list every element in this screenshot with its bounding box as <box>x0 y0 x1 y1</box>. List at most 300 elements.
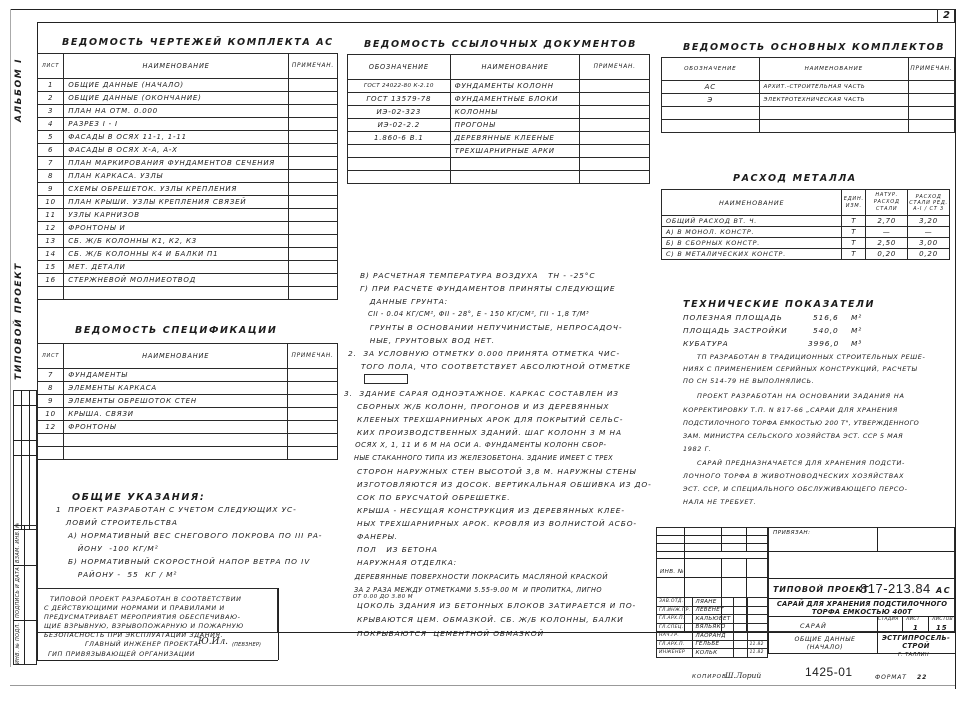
main-sets-title: ВЕДОМОСТЬ ОСНОВНЫХ КОМПЛЕКТОВ <box>683 42 946 53</box>
table-row <box>348 132 650 145</box>
tech-para-line: САРАЙ ПРЕДНАЗНАЧАЕТСЯ ДЛЯ ХРАНЕНИЯ ПОДСТИ- <box>697 459 906 467</box>
tech-para-line: ТП РАЗРАБОТАН В ТРАДИЦИОННЫХ СТРОИТЕЛЬНЫХ РЕШЕ- <box>697 353 926 361</box>
note-line: НЫХ ТРЕХШАРНИРНЫХ АРОК. КРОВЛЯ ИЗ ВОЛНИСТОЙ АСБО- <box>344 519 637 528</box>
cell-name: ОБЩИЕ ДАННЫЕ (НАЧАЛО) <box>64 79 289 92</box>
cell-note <box>288 170 337 183</box>
cell-designation <box>348 158 451 171</box>
staff-role: ГЛ.АРХ.П. <box>657 640 693 649</box>
tech-para-line: ЭСТ. ССР, И СПЕЦИАЛЬНОГО ОБСЛУЖИВАЮЩЕГО ПЕРСО- <box>683 485 908 493</box>
drawing-id: 1425-01 <box>805 665 853 679</box>
table-row <box>348 80 650 93</box>
org-name: ЭСТГИПРОСЕЛЬ-СТРОЙ <box>881 634 951 650</box>
grid-h <box>656 535 768 536</box>
table-row <box>38 434 338 447</box>
side-label-album: АЛЬБОМ I <box>14 57 24 122</box>
cell-name: ОБЩИЙ РАСХОД ВТ. Ч. <box>662 216 842 227</box>
table-row <box>38 369 338 382</box>
compliance-box-right <box>278 588 279 660</box>
note-line: НЫЕ СТАКАННОГО ТИПА ИЗ ЖЕЛЕЗОБЕТОНА. ЗДАНИЕ ИМЕЕТ С ТРЕХ <box>344 454 614 462</box>
frame-bottom-outer <box>10 685 955 686</box>
cell-note <box>580 119 650 132</box>
bound-label: ПРИВЯЗАН: <box>773 530 811 536</box>
table-row <box>38 105 338 118</box>
tech-para-line: НАЛА НЕ ТРЕБУЕТ. <box>683 498 757 506</box>
inv-label-podpis: ПОДПИСЬ И ДАТА <box>15 567 21 618</box>
cell-sheet <box>38 287 64 300</box>
approval-row <box>657 598 768 607</box>
compliance-line: БЕЗОПАСНОСТЬ ПРИ ЭКСПЛУАТАЦИИ ЗДАНИЯ. <box>44 631 224 639</box>
cell-note <box>580 93 650 106</box>
table-header-row <box>662 58 955 81</box>
col-header: ОБОЗНАЧЕНИЕ <box>662 58 760 81</box>
note-line: ПОКРЫВАЮТСЯ ЦЕМЕНТНОЙ ОБМАЗКОЙ <box>344 629 545 638</box>
cell-name: ЭЛЕМЕНТЫ КАРКАСА <box>64 382 288 395</box>
col-header: ПРИМЕЧАН. <box>288 344 338 369</box>
cell-note <box>288 421 338 434</box>
staff-row <box>657 623 768 632</box>
drawings-list-title: ВЕДОМОСТЬ ЧЕРТЕЖЕЙ КОМПЛЕКТА АС <box>62 37 334 48</box>
cell-unit: Т <box>842 216 866 227</box>
staff-date: 11.82 <box>747 649 767 658</box>
general-note-line: ЛОВИЙ СТРОИТЕЛЬСТВА <box>56 518 178 527</box>
cell-name: ФУНДАМЕНТНЫЕ БЛОКИ <box>450 93 580 106</box>
table-row <box>38 287 338 300</box>
staff-date <box>747 598 767 607</box>
cell-name: ПЛАН КРЫШИ. УЗЛЫ КРЕПЛЕНИЯ СВЯЗЕЙ <box>64 196 289 209</box>
note-line: Г) ПРИ РАСЧЕТЕ ФУНДАМЕНТОВ ПРИНЯТЫ СЛЕДУЮЩИЕ <box>360 284 616 293</box>
cell-unit: Т <box>842 238 866 249</box>
grid-v <box>877 527 878 551</box>
staff-role: ИНЖЕНЕР <box>657 649 693 658</box>
side-label-project: ТИПОВОЙ ПРОЕКТ <box>14 262 24 380</box>
general-note-line: А) НОРМАТИВНЫЙ ВЕС СНЕГОВОГО ПОКРОВА ПО III РА- <box>68 531 323 540</box>
tech-value: 540,0 <box>813 326 839 335</box>
staff-name: ГЕЛЬБЕ <box>693 640 733 649</box>
cell-sheet: 3 <box>38 105 64 118</box>
cell-name: ПЛАН НА ОТМ. 0.000 <box>64 105 289 118</box>
inv-label-podl: ИНВ. № ПОДЛ. <box>15 622 21 664</box>
frame-top <box>10 9 955 10</box>
grid-h <box>656 577 768 578</box>
tech-value: 516,6 <box>813 313 839 322</box>
staff-row <box>657 632 768 641</box>
cell-note <box>288 235 337 248</box>
cell-name: СХЕМЫ ОБРЕШЕТОК. УЗЛЫ КРЕПЛЕНИЯ <box>64 183 289 196</box>
building-name: САРАЙ <box>800 622 827 630</box>
cell-sheet <box>38 447 64 460</box>
cell-note <box>288 434 338 447</box>
table-row <box>38 382 338 395</box>
cell-natural: 0,20 <box>866 249 908 260</box>
tech-unit: М³ <box>851 339 863 348</box>
cell-sheet: 8 <box>38 170 64 183</box>
grid-v <box>746 527 747 551</box>
staff-date <box>747 632 767 641</box>
drawings-list-table <box>37 53 338 300</box>
table-row <box>38 183 338 196</box>
compliance-line: С ДЕЙСТВУЮЩИМИ НОРМАМИ И ПРАВИЛАМИ И <box>44 604 225 612</box>
staff-role: ГЛ.АРХ.П. <box>657 615 693 624</box>
note-line: СОК ПО БРУСЧАТОЙ ОБРЕШЕТКЕ. <box>344 493 511 502</box>
note-line: КРЫВАЮТСЯ ЦЕМ. ОБМАЗКОЙ. СБ. Ж/Б КОЛОННЫ, БАЛКИ <box>344 615 624 624</box>
col-header: НАИМЕНОВАНИЕ <box>64 344 288 369</box>
ref-docs-title: ВЕДОМОСТЬ ССЫЛОЧНЫХ ДОКУМЕНТОВ <box>364 39 637 50</box>
copied-signature: Ш.Лорий <box>725 671 762 680</box>
cell-note <box>288 248 337 261</box>
cell-note <box>288 369 338 382</box>
general-note-line: Б) НОРМАТИВНЫЙ СКОРОСТНОЙ НАПОР ВЕТРА ПО IV <box>68 557 311 566</box>
table-row <box>38 421 338 434</box>
inventory-strip <box>13 390 37 530</box>
cell-sheet: 11 <box>38 209 64 222</box>
cell-name <box>759 107 908 120</box>
table-row <box>662 216 950 227</box>
cell-name: ПРОГОНЫ <box>450 119 580 132</box>
tech-label: ПЛОЩАДЬ ЗАСТРОЙКИ <box>683 326 788 335</box>
general-note-line: РАЙОНУ - 55 КГ / М² <box>68 570 178 579</box>
note-line: СII - 0.04 КГ/СМ², ΦII - 28°, Е - 150 КГ/СМ², ΓII - 1,8 Т/М³ <box>360 310 590 318</box>
chief-engineer-name: (ПЕВЗНЕР) <box>232 642 262 648</box>
staff-date <box>747 623 767 632</box>
cell-name <box>64 434 288 447</box>
cell-name: СТЕРЖНЕВОЙ МОЛНИЕОТВОД <box>64 274 289 287</box>
grid-h <box>768 551 955 552</box>
table-row <box>348 145 650 158</box>
strip-divider <box>13 440 37 441</box>
staff-name: ЛЯАНЕ <box>693 598 733 607</box>
note-line: СБОРНЫХ Ж/Б КОЛОНН, ПРОГОНОВ И ИЗ ДЕРЕВЯННЫХ <box>344 402 610 411</box>
cell-sheet: 2 <box>38 92 64 105</box>
note-line: НАРУЖНАЯ ОТДЕЛКА: <box>344 558 458 567</box>
cell-designation: АС <box>662 81 760 94</box>
inv-label-vzam: ВЗАМ. ИНВ. № <box>15 522 21 563</box>
note-line: 2. ЗА УСЛОВНУЮ ОТМЕТКУ 0.000 ПРИНЯТА ОТМЕТКА ЧИС- <box>348 349 621 358</box>
note-line: ЗА 2 РАЗА МЕЖДУ ОТМЕТКАМИ 5.55-9.00 М И ПРОПИТКА, ЛИГНО <box>344 586 602 594</box>
note-line: КИХ ПРОИЗВОДСТВЕННЫХ ЗДАНИЙ. ШАГ КОЛОНН 3 М НА <box>344 428 622 437</box>
staff-date <box>747 606 767 615</box>
cell-name: ФАСАДЫ В ОСЯХ 11-1, 1-11 <box>64 131 289 144</box>
cell-name: ПЛАН МАРКИРОВАНИЯ ФУНДАМЕНТОВ СЕЧЕНИЯ <box>64 157 289 170</box>
table-row <box>38 209 338 222</box>
note-line: ДАННЫЕ ГРУНТА: <box>360 297 449 306</box>
cell-note <box>288 92 337 105</box>
note-line: ОТ 0.00 ДО 3.80 М <box>344 594 413 600</box>
grid-v <box>928 616 929 632</box>
note-line: ЦОКОЛЬ ЗДАНИЯ ИЗ БЕТОННЫХ БЛОКОВ ЗАТИРАЕТСЯ И ПО- <box>344 601 637 610</box>
cell-designation <box>662 107 760 120</box>
cell-designation <box>348 145 451 158</box>
table-row <box>38 196 338 209</box>
col-header: ЛИСТ <box>38 54 64 79</box>
table-row <box>38 395 338 408</box>
format-value: 22 <box>917 674 928 681</box>
cell-note <box>288 395 338 408</box>
staff-signature <box>733 623 747 632</box>
cell-natural: 2,70 <box>866 216 908 227</box>
tech-label: ПОЛЕЗНАЯ ПЛОЩАДЬ <box>683 313 783 322</box>
tech-para-line: ПОДСТИЛОЧНОГО ТОРФА ЕМКОСТЬЮ 200 Т", УТВЕРЖДЕННОГО <box>683 419 920 427</box>
staff-role: ГЛ.ИНЖ.ПР. <box>657 606 693 615</box>
general-notes-title: ОБЩИЕ УКАЗАНИЯ: <box>72 492 206 503</box>
table-row <box>38 144 338 157</box>
table-row <box>662 227 950 238</box>
cell-note <box>288 131 337 144</box>
table-row <box>348 171 650 184</box>
cell-sheet: 14 <box>38 248 64 261</box>
cell-sheet: 13 <box>38 235 64 248</box>
cell-sheet: 8 <box>38 382 64 395</box>
cell-designation <box>348 171 451 184</box>
table-row <box>38 79 338 92</box>
cell-natural: 2,50 <box>866 238 908 249</box>
main-sets-table <box>661 57 955 133</box>
table-row <box>38 131 338 144</box>
cell-note <box>909 107 955 120</box>
cell-note <box>909 120 955 133</box>
general-note-line: 1 ПРОЕКТ РАЗРАБОТАН С УЧЕТОМ СЛЕДУЮЩИХ УС- <box>56 505 297 514</box>
cell-reduced: 0,20 <box>908 249 950 260</box>
note-line: ФАНЕРЫ. <box>344 532 398 541</box>
cell-name <box>64 287 289 300</box>
cell-name <box>759 120 908 133</box>
cell-sheet: 12 <box>38 421 64 434</box>
sheets-value: 15 <box>936 624 948 632</box>
grid-h <box>656 558 768 559</box>
cell-sheet: 10 <box>38 196 64 209</box>
absolute-elevation-field <box>364 374 408 384</box>
col-header: НАИМЕНОВАНИЕ <box>759 58 908 81</box>
table-row <box>662 238 950 249</box>
tech-para-line: ПО СН 514-79 НЕ ВЫПОЛНЯЛИСЬ. <box>683 377 815 385</box>
note-line: ДЕРЕВЯННЫЕ ПОВЕРХНОСТИ ПОКРАСИТЬ МАСЛЯНОЙ КРАСКОЙ <box>344 573 608 581</box>
cell-designation: ГОСТ 24022-80 К-2.10 <box>348 80 451 93</box>
staff-row <box>657 606 768 615</box>
grid-h <box>768 632 955 633</box>
staff-signature <box>733 632 747 641</box>
table-row <box>38 447 338 460</box>
compliance-line: ПРЕДУСМАТРИВАЕТ МЕРОПРИЯТИЯ ОБЕСПЕЧИВАЮ- <box>44 613 241 621</box>
col-header: ПРИМЕЧАН. <box>288 54 337 79</box>
frame-outer-left <box>10 9 11 667</box>
cell-note <box>909 81 955 94</box>
staff-role: НАЧ.ГР. <box>657 632 693 641</box>
cell-name: ДЕРЕВЯННЫЕ КЛЕЕНЫЕ <box>450 132 580 145</box>
tech-para-line: ЗАМ. МИНИСТРА СЕЛЬСКОГО ХОЗЯЙСТВА ЭСТ. ССР 5 МАЯ <box>683 432 904 440</box>
table-row <box>662 94 955 107</box>
cell-note <box>288 183 337 196</box>
cell-note <box>288 196 337 209</box>
strip-divider <box>24 525 25 665</box>
staff-row <box>657 640 768 649</box>
format-label: ФОРМАТ <box>875 674 907 681</box>
staff-role: ГЛ.СПЕЦ. <box>657 623 693 632</box>
cell-name <box>450 158 580 171</box>
sheet-number: 2 <box>943 10 952 21</box>
ref-docs-table <box>347 54 650 184</box>
note-line: 3. ЗДАНИЕ САРАЯ ОДНОЭТАЖНОЕ. КАРКАС СОСТАВЛЕН ИЗ <box>344 389 619 398</box>
staff-signature <box>733 640 747 649</box>
cell-sheet: 7 <box>38 369 64 382</box>
cell-note <box>288 79 337 92</box>
cell-name: МЕТ. ДЕТАЛИ <box>64 261 289 274</box>
cell-name: ФАСАДЫ В ОСЯХ Х-А, А-Х <box>64 144 289 157</box>
table-row <box>662 107 955 120</box>
cell-designation: ИЭ-02-2.2 <box>348 119 451 132</box>
chief-engineer-signature: Ю.Ил. <box>198 637 229 647</box>
cell-note <box>288 118 337 131</box>
cell-sheet <box>38 434 64 447</box>
compliance-line: ТИПОВОЙ ПРОЕКТ РАЗРАБОТАН В СООТВЕТСТВИИ <box>50 595 242 603</box>
cell-name <box>64 447 288 460</box>
tech-unit: М² <box>851 326 863 335</box>
cell-sheet: 1 <box>38 79 64 92</box>
grid-v <box>768 632 769 653</box>
tech-para-line: 1982 Г. <box>683 445 712 453</box>
grid-h <box>656 543 768 544</box>
copied-label: КОПИРОВ. <box>692 674 730 680</box>
staff-table <box>656 597 768 658</box>
cell-designation: ИЭ-02-323 <box>348 106 451 119</box>
note-line: СТОРОН НАРУЖНЫХ СТЕН ВЫСОТОЙ 3,8 М. НАРУЖНЫ СТЕНЫ <box>344 467 637 476</box>
frame-inner-top <box>37 22 955 23</box>
table-row <box>38 157 338 170</box>
cell-name: ФРОНТОНЫ И <box>64 222 289 235</box>
cell-sheet: 7 <box>38 157 64 170</box>
cell-name: СБ. Ж/Б КОЛОННЫ К4 И БАЛКИ П1 <box>64 248 289 261</box>
staff-name: ЛЕВЕНЕТ <box>693 606 733 615</box>
cell-name: РАЗРЕЗ I - I <box>64 118 289 131</box>
col-header: ЛИСТ <box>38 344 64 369</box>
grid-h <box>656 551 768 552</box>
col-header: ЕДИН. ИЗМ. <box>842 190 866 216</box>
chief-engineer-label: ГЛАВНЫЙ ИНЖЕНЕР ПРОЕКТА: <box>85 640 202 648</box>
cell-sheet: 16 <box>38 274 64 287</box>
cell-natural: — <box>866 227 908 238</box>
tech-value: 3996,0 <box>808 339 840 348</box>
sheet-value: 1 <box>913 624 919 632</box>
table-header-row <box>38 54 338 79</box>
cell-note <box>288 157 337 170</box>
note-line: В) РАСЧЕТНАЯ ТЕМПЕРАТУРА ВОЗДУХА ТН - -25°С <box>360 271 596 280</box>
staff-signature <box>733 649 747 658</box>
tech-para-line: КОРРЕКТИРОВКУ Т.П. N 817-66 „САРАИ ДЛЯ ХРАНЕНИЯ <box>683 406 898 414</box>
tech-para-line: НИЯХ С ПРИМЕНЕНИЕМ СЕРИЙНЫХ КОНСТРУКЦИЙ, РАСЧЕТЫ <box>683 365 918 373</box>
cell-designation: Э <box>662 94 760 107</box>
note-line: ОСЯХ X, 1, 11 И 6 М НА ОСИ А. ФУНДАМЕНТЫ КОЛОНН СБОР- <box>344 441 607 449</box>
cell-note <box>288 105 337 118</box>
tech-title: ТЕХНИЧЕСКИЕ ПОКАЗАТЕЛИ <box>683 299 876 310</box>
table-row <box>38 92 338 105</box>
cell-name: АРХИТ.-СТРОИТЕЛЬНАЯ ЧАСТЬ <box>759 81 908 94</box>
col-header: НАТУР. РАСХОД СТАЛИ <box>866 190 908 216</box>
strip-divider <box>13 620 37 621</box>
compliance-line: ЩИЕ ВЗРЫВНУЮ, ВЗРЫВОПОЖАРНУЮ И ПОЖАРНУЮ <box>44 622 244 630</box>
cell-note <box>288 274 337 287</box>
project-label: ТИПОВОЙ ПРОЕКТ <box>773 585 870 594</box>
table-row <box>662 120 955 133</box>
cell-sheet: 6 <box>38 144 64 157</box>
cell-name: ОБЩИЕ ДАННЫЕ (ОКОНЧАНИЕ) <box>64 92 289 105</box>
cell-note <box>580 171 650 184</box>
table-header-row <box>38 344 338 369</box>
grid-h <box>768 598 955 599</box>
table-row <box>38 274 338 287</box>
staff-date: 11.82 <box>747 640 767 649</box>
cell-note <box>288 209 337 222</box>
cell-note <box>288 287 337 300</box>
col-header: НАИМЕНОВАНИЕ <box>64 54 289 79</box>
cell-note <box>580 158 650 171</box>
table-row <box>38 408 338 421</box>
staff-name: КОЛЬК <box>693 649 733 658</box>
cell-name: ФУНДАМЕНТЫ <box>64 369 288 382</box>
table-row <box>38 248 338 261</box>
table-row <box>38 170 338 183</box>
cell-sheet: 15 <box>38 261 64 274</box>
cell-name: ПЛАН КАРКАСА. УЗЛЫ <box>64 170 289 183</box>
staff-signature <box>733 598 747 607</box>
cell-unit: Т <box>842 249 866 260</box>
table-header-row <box>662 190 950 216</box>
cell-designation: ГОСТ 13579-78 <box>348 93 451 106</box>
cell-sheet: 9 <box>38 395 64 408</box>
note-line: НЫЕ, ГРУНТОВЫХ ВОД НЕТ. <box>360 336 496 345</box>
table-row <box>662 81 955 94</box>
col-header: НАИМЕНОВАНИЕ <box>450 55 580 80</box>
staff-row <box>657 649 768 658</box>
staff-row <box>657 615 768 624</box>
note-line: ГРУНТЫ В ОСНОВАНИИ НЕПУЧИНИСТЫЕ, НЕПРОСАДОЧ- <box>360 323 623 332</box>
project-name: САРАЙ ДЛЯ ХРАНЕНИЯ ПОДСТИЛОЧНОГО ТОРФА ЕМКОСТЬЮ 400Т <box>776 600 948 616</box>
cell-note <box>288 447 338 460</box>
cell-name: КОЛОННЫ <box>450 106 580 119</box>
cell-note <box>580 132 650 145</box>
cell-name: ЭЛЕКТРОТЕХНИЧЕСКАЯ ЧАСТЬ <box>759 94 908 107</box>
cell-note <box>288 144 337 157</box>
sheets-label: ЛИСТОВ <box>932 617 953 622</box>
stage-label: СТАДИЯ <box>878 617 899 622</box>
note-line: ТОГО ПОЛА, ЧТО СООТВЕТСТВУЕТ АБСОЛЮТНОЙ ОТМЕТКЕ <box>348 362 631 371</box>
tech-para-line: ПРОЕКТ РАЗРАБОТАН НА ОСНОВАНИИ ЗАДАНИЯ НА <box>697 392 905 400</box>
staff-name: КАЛЬЮВЕТ <box>693 615 733 624</box>
staff-signature <box>733 606 747 615</box>
cell-note <box>909 94 955 107</box>
table-row <box>38 118 338 131</box>
cell-note <box>288 261 337 274</box>
cell-name: А) В МОНОЛ. КОНСТР. <box>662 227 842 238</box>
binding-gip-label: ГИП ПРИВЯЗЫВАЮЩЕЙ ОРГАНИЗАЦИИ <box>48 650 196 658</box>
org-city: Г. ТАЛЛИН <box>898 652 930 658</box>
note-line: КРЫША - НЕСУЩАЯ КОНСТРУКЦИЯ ИЗ ДЕРЕВЯННЫХ КЛЕЕ- <box>344 506 625 515</box>
compliance-box-bottom <box>37 660 278 661</box>
cell-note <box>580 145 650 158</box>
col-header: ОБОЗНАЧЕНИЕ <box>348 55 451 80</box>
cell-reduced: 3,00 <box>908 238 950 249</box>
sheet-title: ОБЩИЕ ДАННЫЕ (НАЧАЛО) <box>794 636 856 651</box>
staff-name: ВЯЛЬЯКО <box>693 623 733 632</box>
table-row <box>38 222 338 235</box>
frame-right <box>955 9 956 689</box>
table-row <box>348 106 650 119</box>
cell-note <box>288 382 338 395</box>
specs-list-table <box>37 343 338 460</box>
col-header: РАСХОД СТАЛИ РЕД. А-I / СТ 3 <box>908 190 950 216</box>
grid-h <box>768 578 955 579</box>
sheet-label: ЛИСТ <box>906 617 920 622</box>
table-row <box>348 119 650 132</box>
staff-date <box>747 615 767 624</box>
grid-v <box>877 632 878 653</box>
